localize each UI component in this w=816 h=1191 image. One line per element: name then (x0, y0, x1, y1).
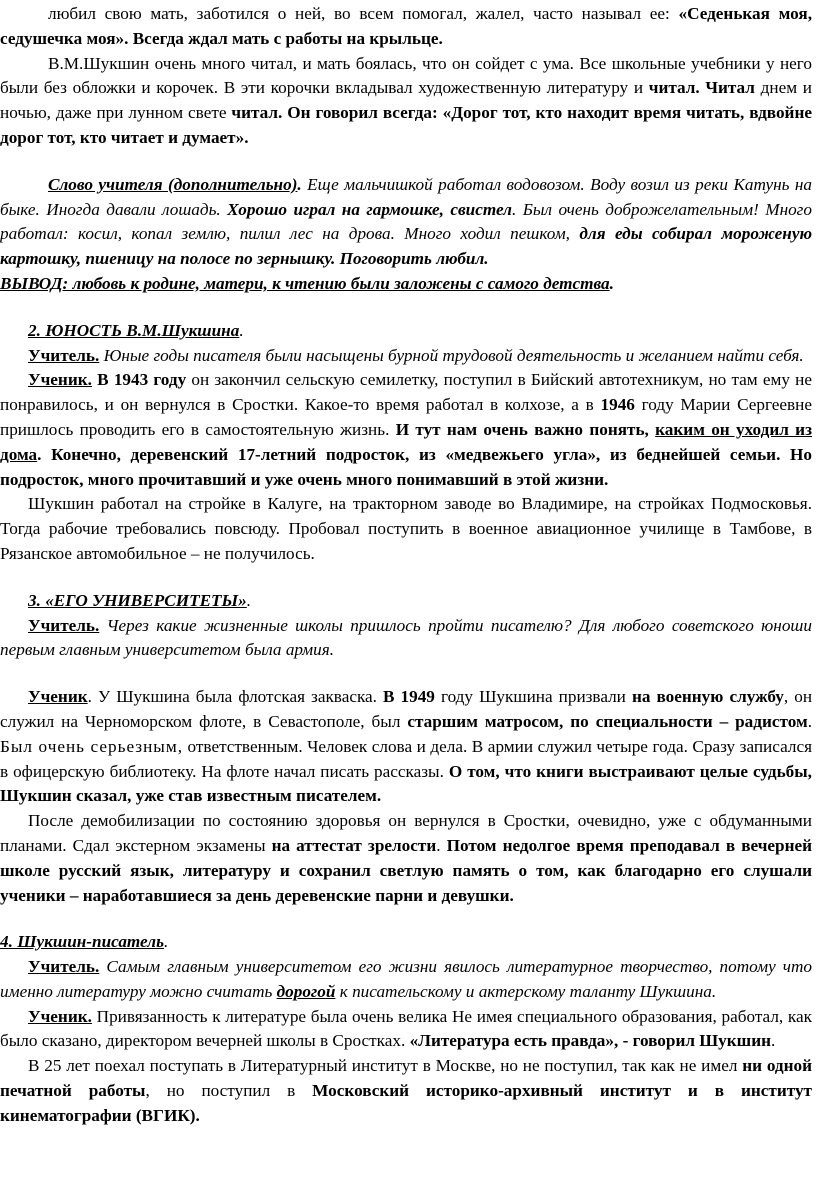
section-heading-writer: 4. Шукшин-писатель. (0, 932, 169, 952)
paragraph-institute: В 25 лет поехал поступать в Литературный институт в Москве, но не поступил, так как не имел ни одной печатной работы, но поступил в Московский историко-архивный институт и в институт кинематографии (ВГИК). (0, 1056, 813, 1125)
section-heading-youth: 2. ЮНОСТЬ В.М.Шукшина. (28, 320, 244, 340)
paragraph-conclusion: ВЫВОД: любовь к родине, матери, к чтению были заложены с самого детства. (0, 273, 614, 293)
paragraph-mother: любил свою мать, заботился о ней, во всем помогал, жалел, часто называл ее: «Седенькая моя, седушечка моя». Всегда ждал мать с работы на крыльце. (0, 4, 812, 48)
paragraph-student-youth: Ученик. В 1943 году он закончил сельскую семилетку, поступил в Бийский автотехникум, но там ему не понравилось, и он вернулся в Сростки. Какое-то время работал в колхозе, а в 1946 году Марии Сергеевне пришлось проводить его в самостоятельную жизнь. И тут нам очень важно понять, каким он уходил из дома. Конечно, деревенский 17-летний подросток, из «медвежьего угла», из беднейшей семьи. Но подросток, много прочитавший и уже очень много понимавший в этой жизни. (0, 370, 812, 489)
paragraph-teacher-universities: Учитель. Через какие жизненные школы пришлось пройти писателю? Для любого советского юноши первым главным университетом была армия. (0, 615, 812, 660)
quote-mother: «Седенькая моя, седушечка моя». Всегда ждал мать с работы на крыльце. (0, 4, 812, 48)
paragraph-teacher-youth: Учитель. Юные годы писателя были насыщены бурной трудовой деятельность и желанием найти себя. (28, 345, 804, 365)
paragraph-teacher-writer: Учитель. Самым главным университетом его жизни явилось литературное творчество, потому что именно литературу можно считать дорогой к писательскому и актерскому таланту Шукшина. (0, 957, 812, 1001)
paragraph-student-writer: Ученик. Привязанность к литературе была очень велика Не имея специального образования, работал, как было сказано, директором вечерней школы в Сростках. «Литература есть правда», - говорил Шукшин. (0, 1006, 812, 1051)
section-heading-universities: 3. «ЕГО УНИВЕРСИТЕТЫ». (28, 590, 252, 610)
label-teacher-word: Слово учителя (дополнительно) (48, 174, 298, 194)
paragraph-reading: В.М.Шукшин очень много читал, и мать боялась, что он сойдет с ума. Все школьные учебники у него были без обложки и корочек. В эти корочки вкладывал художественную литературу и читал. Читал днем и ночью, даже при лунном свете читал. Он говорил всегда: «Дорог тот, кто находит время читать, вдвойне дорог тот, кто читает и думает». (0, 53, 812, 147)
quote-reading: читал. Он говорил всегда: «Дорог тот, кто находит время читать, вдвойне дорог тот, кто читает и думает». (0, 103, 812, 147)
paragraph-student-army: Ученик. У Шукшина была флотская закваска. В 1949 году Шукшина призвали на военную службу, он служил на Черноморском флоте, в Севастополе, был старшим матросом, по специальности – радистом. Был очень серьезным, ответственным. Человек слова и дела. В армии служил четыре года. Сразу записался в офицерскую библиотеку. На флоте начал писать рассказы. О том, что книги выстраивают целые судьбы, Шукшин сказал, уже став известным писателем. (0, 687, 813, 806)
paragraph-work: Шукшин работал на стройке в Калуге, на тракторном заводе во Владимире, на стройках Подмосковья. Тогда рабочие требовались повсюду. Пробовал поступить в военное авиационное училище в Тамбове, в Рязанское автомобильное – не получилось. (0, 494, 812, 563)
paragraph-demobilization: После демобилизации по состоянию здоровья он вернулся в Сростки, очевидно, уже с обдуманными планами. Сдал экстерном экзамены на аттестат зрелости. Потом недолгое время преподавал в вечерней школе русский язык, литературу и сохранил светлую память о том, как благодарно его слушали ученики – наработавшиеся за день деревенские парни и девушки. (0, 811, 813, 905)
paragraph-teacher-word: Слово учителя (дополнительно). Еще мальчишкой работал водовозом. Воду возил из реки Катунь на быке. Иногда давали лошадь. Хорошо играл на гармошке, свистел. Был очень доброжелательным! Много работал: косил, копал землю, пилил лес на дрова. Много ходил пешком, для еды собирал мороженую картошку, пшеницу на полосе по зернышку. Поговорить любил. (0, 174, 812, 269)
